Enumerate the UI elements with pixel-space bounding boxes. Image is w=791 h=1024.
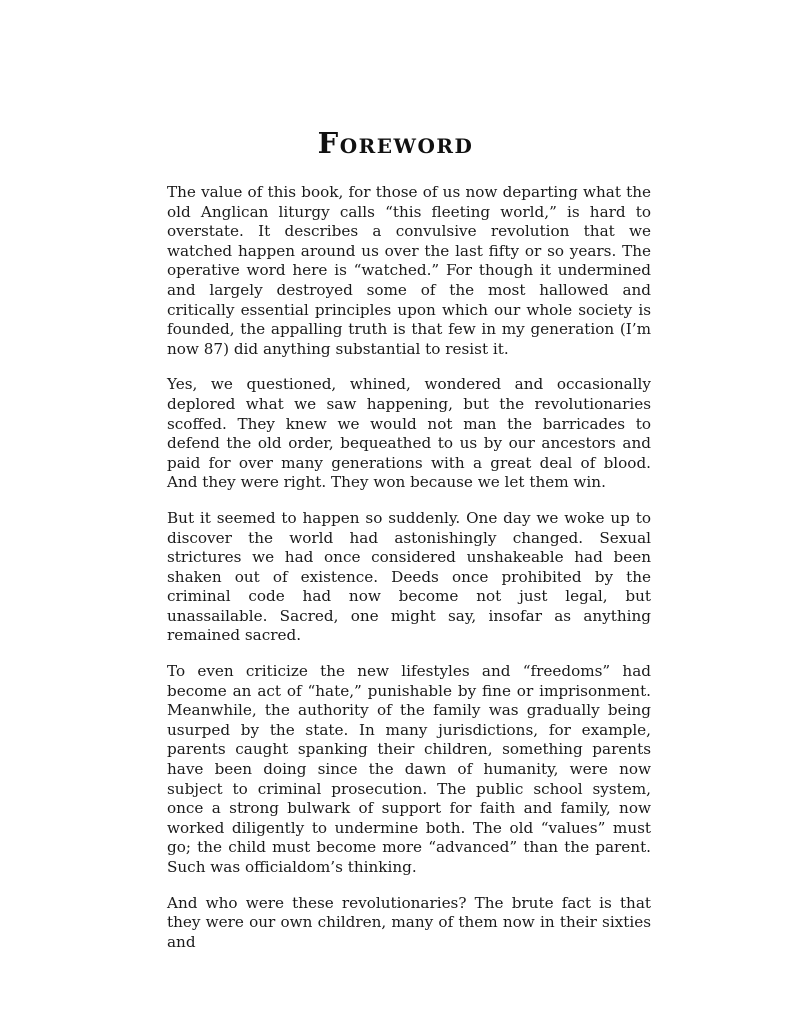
paragraph-2: Yes, we questioned, whined, wondered and occasionally deplored what we saw happening, but the revolutionaries scoffed. They knew we would not man the barricades to defend the old order, bequeathed to us by our ancestors and paid for over many generations with a great deal of blood. And they were right. They won because we let them win. bbox=[167, 375, 651, 492]
paragraph-1: The value of this book, for those of us now departing what the old Anglican liturgy calls “this fleeting world,” is hard to overstate. It describes a convulsive revolution that we watched happen around us over the last fifty or so years. The operative word here is “watched.” For though it undermined and largely destroyed some of the most hallowed and critically essential principles upon which our whole society is founded, the appalling truth is that few in my generation (I’m now 87) did anything substantial to resist it. bbox=[167, 183, 651, 358]
paragraph-4: To even criticize the new lifestyles and “freedoms” had become an act of “hate,” punishable by fine or imprisonment. Meanwhile, the authority of the family was gradually being usurped by the state. In many jurisdictions, for example, parents caught spanking their children, something parents have been doing since the dawn of humanity, were now subject to criminal prosecution. The public school system, once a strong bulwark of support for faith and family, now worked diligently to undermine both. The old “values” must go; the child must become more “advanced” than the parent. Such was officialdom’s thinking. bbox=[167, 662, 651, 876]
paragraph-3: But it seemed to happen so suddenly. One day we woke up to discover the world had astonishingly changed. Sexual strictures we had once considered unshakeable had been shaken out of existence. Deeds once prohibited by the criminal code had now become not just legal, but unassailable. Sacred, one might say, insofar as anything remained sacred. bbox=[167, 508, 651, 645]
paragraph-5: And who were these revolutionaries? The brute fact is that they were our own children, many of them now in their sixties and bbox=[167, 893, 651, 951]
page-title: Foreword bbox=[317, 126, 474, 160]
body-text bbox=[167, 183, 651, 952]
